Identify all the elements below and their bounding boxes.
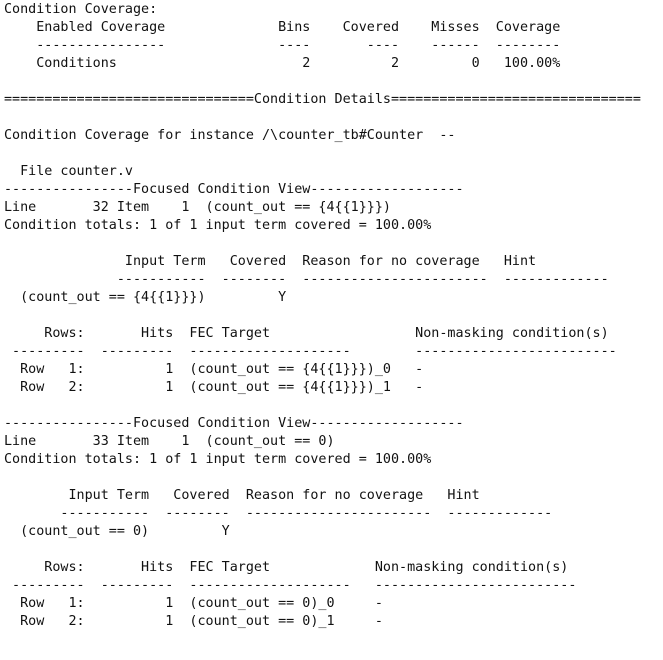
report-line: File counter.v: [4, 164, 133, 179]
report-line: ---------------- ---- ---- ------ --------: [4, 38, 561, 53]
report-line: (count_out == {4{{1}}}) Y: [4, 290, 287, 305]
report-line: Enabled Coverage Bins Covered Misses Coverage: [4, 20, 561, 35]
report-line: ----------- -------- ----------------------- -------------: [4, 506, 553, 521]
report-line: Line 33 Item 1 (count_out == 0): [4, 434, 335, 449]
report-line: Condition Coverage for instance /\counter_tb#Counter --: [4, 128, 456, 143]
report-line: Condition totals: 1 of 1 input term covered = 100.00%: [4, 218, 432, 233]
report-line: Rows: Hits FEC Target Non-masking condition(s): [4, 560, 569, 575]
report-line: Row 2: 1 (count_out == {4{{1}}})_1 -: [4, 380, 424, 395]
report-line: Row 1: 1 (count_out == {4{{1}}})_0 -: [4, 362, 424, 377]
report-line: Condition totals: 1 of 1 input term covered = 100.00%: [4, 452, 432, 467]
report-line: Row 1: 1 (count_out == 0)_0 -: [4, 596, 383, 611]
report-line: ----------------Focused Condition View-------------------: [4, 182, 464, 197]
report-line: --------- --------- -------------------- -------------------------: [4, 344, 617, 359]
report-line: ----------------Focused Condition View-------------------: [4, 416, 464, 431]
report-line: Input Term Covered Reason for no coverage Hint: [4, 488, 480, 503]
report-line: Conditions 2 2 0 100.00%: [4, 56, 561, 71]
report-line: Input Term Covered Reason for no coverage Hint: [4, 254, 537, 269]
report-line: Row 2: 1 (count_out == 0)_1 -: [4, 614, 383, 629]
report-line: (count_out == 0) Y: [4, 524, 230, 539]
report-line: Condition Coverage:: [4, 2, 158, 17]
report-line: Rows: Hits FEC Target Non-masking condition(s): [4, 326, 609, 341]
report-line: ===============================Condition Details===============================: [4, 92, 641, 107]
report-line: Line 32 Item 1 (count_out == {4{{1}}}): [4, 200, 391, 215]
report-line: ----------- -------- ----------------------- -------------: [4, 272, 609, 287]
report-line: --------- --------- -------------------- -------------------------: [4, 578, 577, 593]
